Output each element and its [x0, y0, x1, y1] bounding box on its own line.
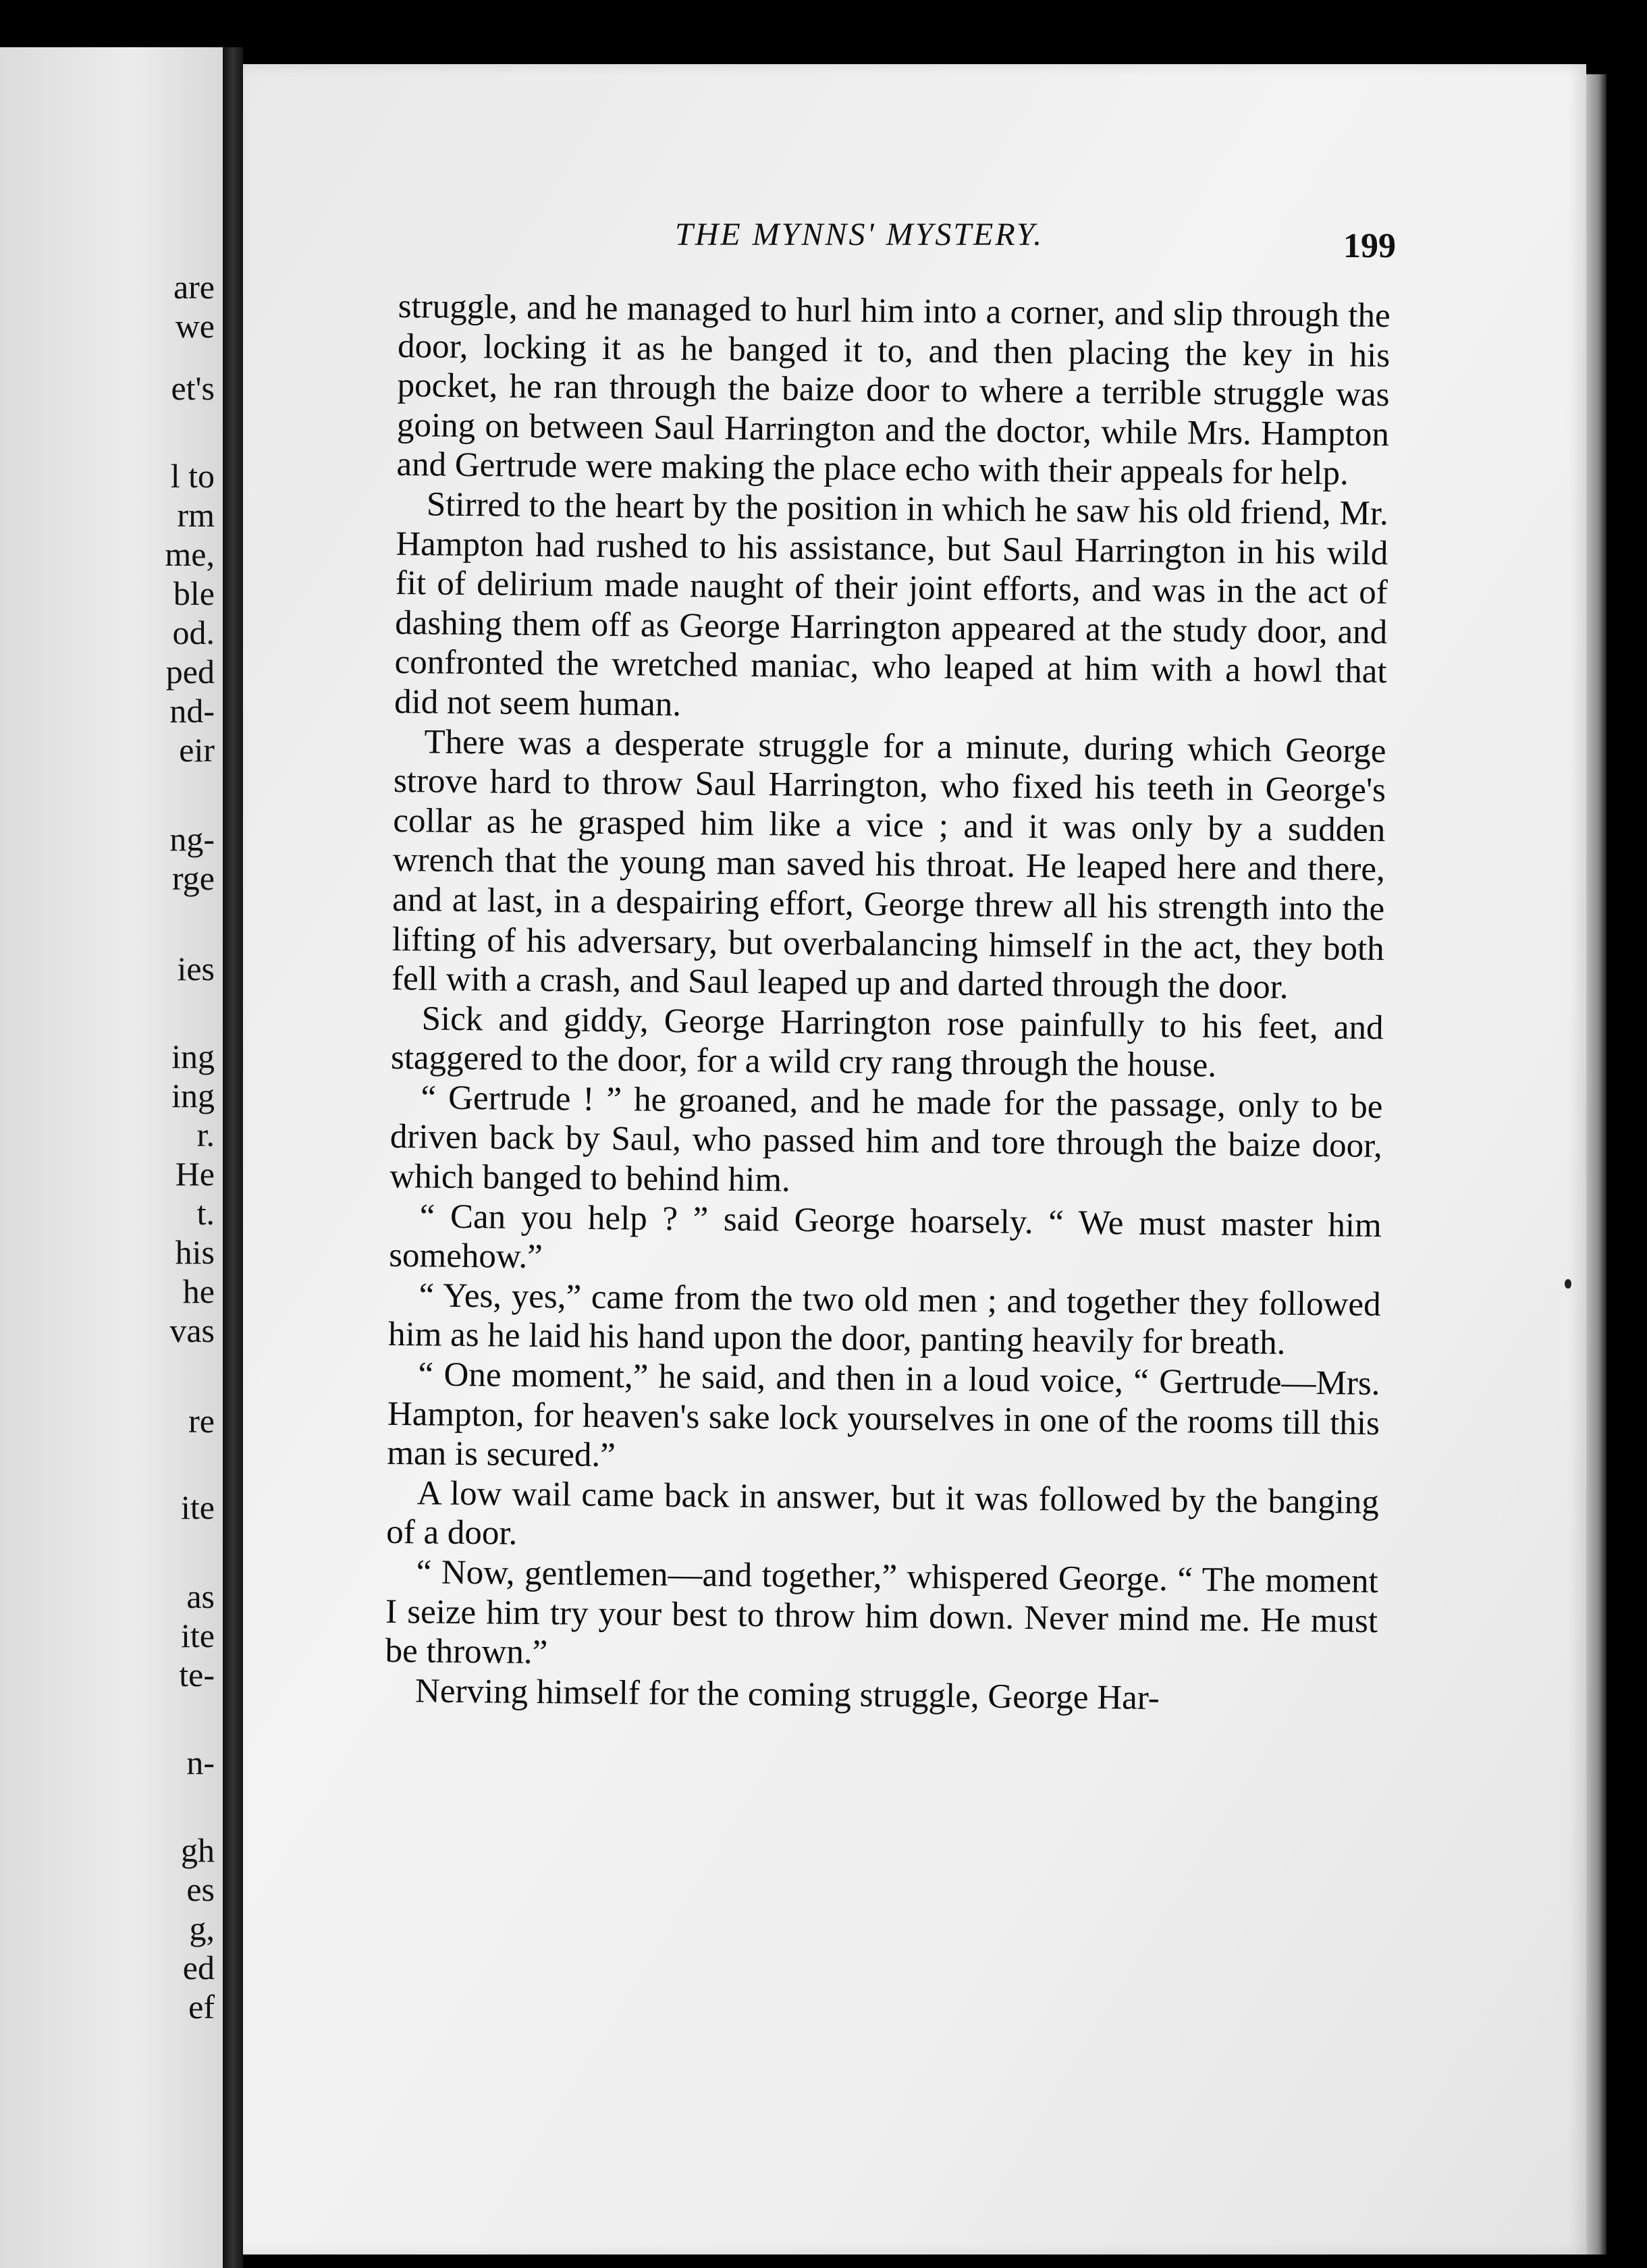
previous-page-fragment: rm [177, 496, 215, 534]
paragraph: A low wail came back in answer, but it was followed by the banging of a door. [386, 1474, 1380, 1553]
previous-page-fragment: nd- [169, 692, 215, 730]
previous-page-fragment: ef [188, 1988, 215, 2026]
previous-page-fragment: es [186, 1870, 215, 1908]
book-gutter [223, 47, 243, 2268]
paragraph: Stirred to the heart by the position in which he saw his old friend, Mr. Hampton had rushed to his assistance, but Saul Harrington in his wild fit of delirium made naught of their joint efforts, and was in the act of dashing them off as George Harrington appeared at the study door, and confronted the wretched maniac, who leaped at him with a howl that did not seem human. [394, 485, 1389, 724]
previous-page-fragment: rge [172, 859, 215, 897]
previous-page-fragment: eir [179, 731, 215, 769]
previous-page-fragment: we [175, 307, 215, 345]
previous-page-fragment: ed [182, 1949, 215, 1987]
previous-page-fragment: are [173, 268, 215, 306]
previous-page-fragment: gh [181, 1831, 215, 1869]
previous-page-fragment: ble [173, 574, 215, 612]
previous-page-fragment: me, [165, 535, 215, 573]
previous-page-fragment: ing [171, 1077, 215, 1114]
previous-page-fragment: as [186, 1577, 215, 1615]
previous-page-fragment: his [175, 1233, 215, 1271]
previous-page-fragment: ies [177, 950, 215, 988]
previous-page [0, 47, 223, 2268]
paragraph: Nerving himself for the coming struggle, George Har- [414, 1672, 1160, 1717]
running-head: THE MYNNS' MYSTERY. [675, 217, 1044, 252]
previous-page-fragment: He [175, 1155, 215, 1193]
previous-page-fragment: l to [170, 457, 215, 495]
previous-page-fragment: te- [179, 1656, 215, 1694]
previous-page-fragment: he [182, 1272, 215, 1310]
paragraph: “ Can you help ? ” said George hoarsely. “ We must master him somehow.” [388, 1197, 1382, 1276]
previous-page-fragment: ite [181, 1488, 215, 1526]
previous-page-fragment: t. [196, 1194, 215, 1232]
previous-page-fragment: ite [181, 1617, 215, 1654]
previous-page-fragment: n- [186, 1744, 215, 1781]
paragraph: struggle, and he managed to hurl him into a corner, and slip through the door, locking it as he banged it to, and then placing the key in his pocket, he ran through the baize door to where a terrible struggle was going on between Saul Harrington and the doctor, while Mrs. Hampton and Gertrude were making the place echo with their appeals for help. [396, 287, 1390, 493]
paragraph: There was a desperate struggle for a minute, during which George strove hard to throw Saul Harrington, who fixed his teeth in George's collar as he grasped him like a vice ; and it was only by a sudden wrench that the young man saved his throat. He leaped here and there, and at last, in a despairing effort, George threw all his strength into the lifting of his adversary, but overbalancing himself in the act, they both fell with a crash, and Saul leaped up and darted through the door. [391, 722, 1386, 1006]
paper-speck [1565, 1279, 1571, 1289]
previous-page-fragment: vas [169, 1312, 215, 1349]
paragraph: “ Now, gentlemen—and together,” whispered George. “ The moment I seize him try your best to throw him down. Never mind me. He must be thrown.” [385, 1553, 1378, 1672]
page-edge [1586, 74, 1606, 2254]
previous-page-fragment: od. [172, 614, 215, 651]
previous-page-fragment: r. [196, 1116, 215, 1154]
previous-page-fragment: ng- [169, 820, 215, 858]
body-text [385, 287, 1390, 1720]
paragraph: Sick and giddy, George Harrington rose painfully to his feet, and staggered to the door, for a wild cry rang through the house. [390, 1000, 1384, 1085]
paragraph: “ Yes, yes,” came from the two old men ; and together they followed him as he laid his hand upon the door, panting heavily for breath. [387, 1276, 1381, 1363]
previous-page-fragment: et's [171, 369, 215, 407]
previous-page-fragment: ing [171, 1037, 215, 1075]
paragraph: “ One moment,” he said, and then in a loud voice, “ Gertrude—Mrs. Hampton, for heaven's sake lock yourselves in one of the rooms till this man is secured.” [387, 1355, 1380, 1475]
page-number: 199 [1343, 227, 1396, 265]
previous-page-fragment: re [188, 1402, 215, 1440]
paragraph: “ Gertrude ! ” he groaned, and he made for the passage, only to be driven back by Saul, who passed him and tore through the baize door, which banged to behind him. [389, 1079, 1383, 1199]
previous-page-fragment: g, [189, 1910, 215, 1947]
previous-page-fragment: ped [165, 653, 215, 691]
